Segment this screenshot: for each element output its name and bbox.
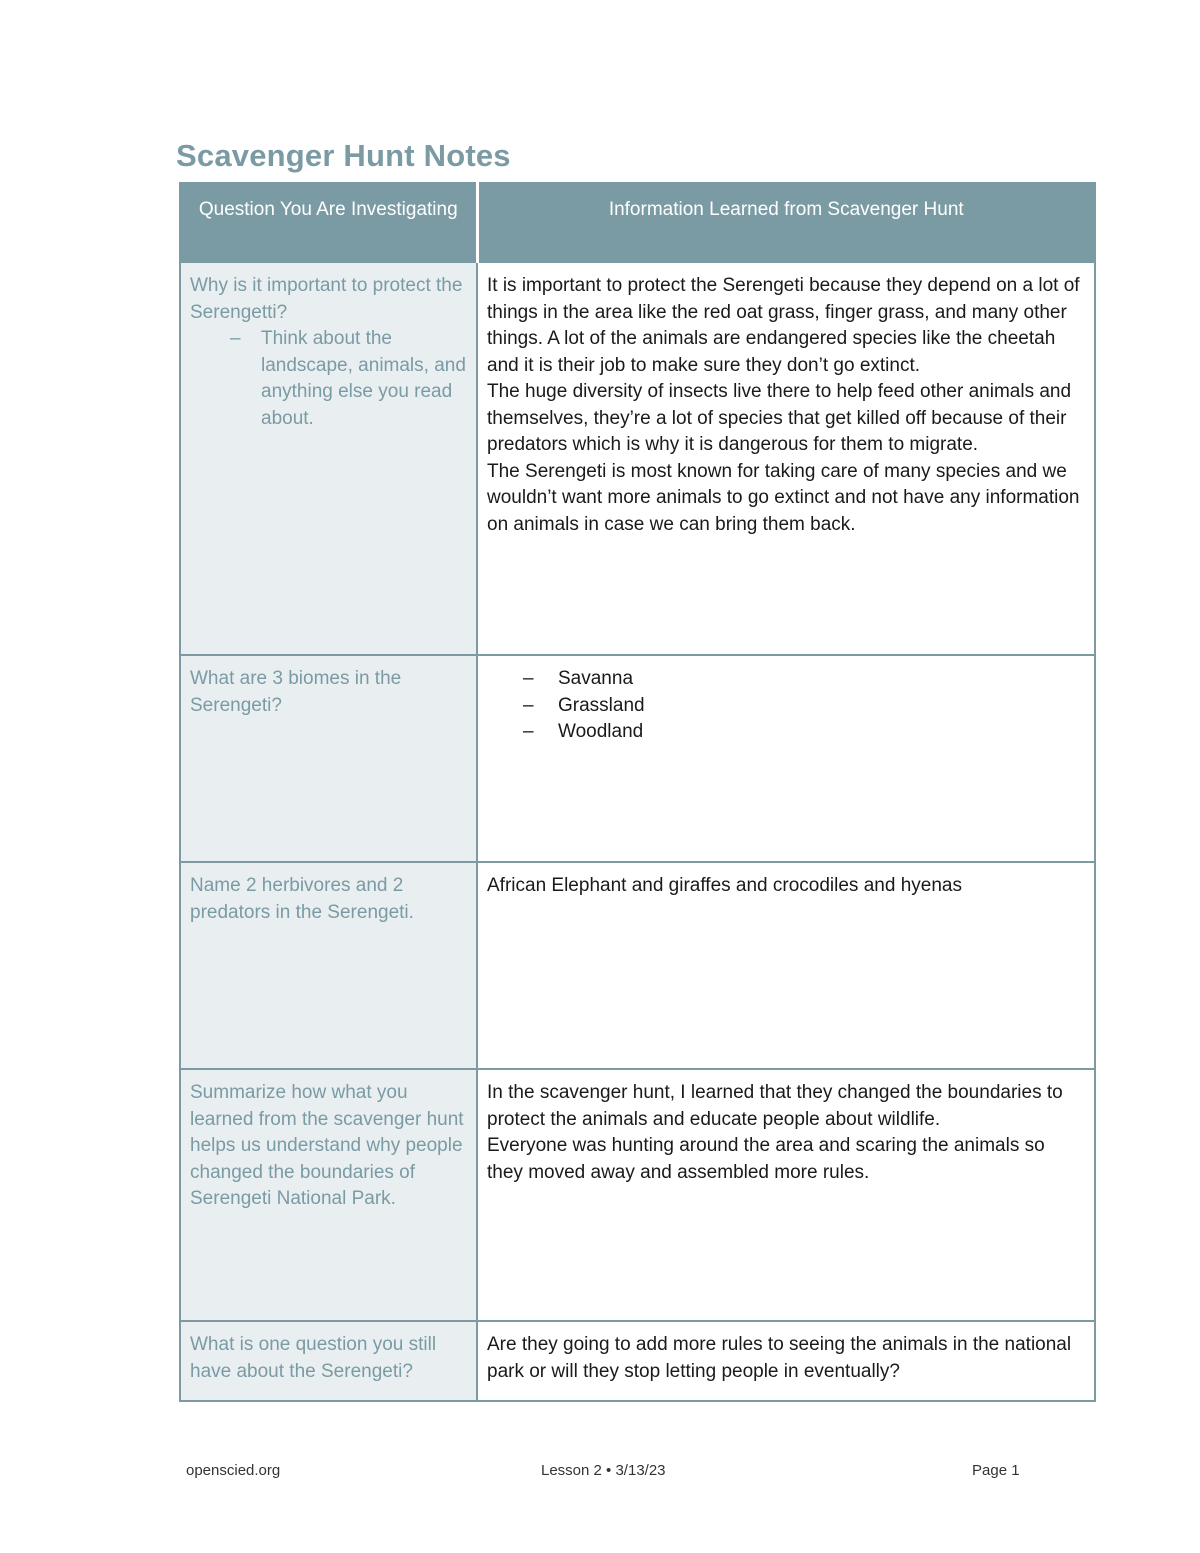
footer-lesson-date: Lesson 2 • 3/13/23: [541, 1462, 666, 1479]
question-cell: [180, 262, 477, 655]
list-item: – Woodland: [523, 719, 1085, 746]
question-hint: – Think about the landscape, animals, and anything else you read about.: [230, 326, 467, 432]
answer-cell[interactable]: [477, 655, 1095, 862]
answer-paragraph: African Elephant and giraffes and crocodiles and hyenas: [487, 875, 962, 896]
answer-paragraph: Are they going to add more rules to seeing the animals in the national park or will they stop letting people in eventually?: [487, 1334, 1072, 1382]
answer-cell[interactable]: [477, 262, 1095, 655]
table-row: [180, 862, 1095, 1069]
footer-site: openscied.org: [186, 1462, 281, 1479]
question-text: Name 2 herbivores and 2 predators in the Serengeti.: [190, 875, 414, 923]
header-information: Information Learned from Scavenger Hunt: [477, 183, 1095, 262]
list-item: – Grassland: [523, 693, 1085, 720]
question-text: What are 3 biomes in the Serengeti?: [190, 668, 402, 716]
answer-paragraph: In the scavenger hunt, I learned that they changed the boundaries to protect the animals and educate people about wildlife.: [487, 1082, 1063, 1130]
answer-cell[interactable]: [477, 1321, 1095, 1401]
biome-list: [487, 666, 1085, 746]
table-row: [180, 262, 1095, 655]
table-row: [180, 655, 1095, 862]
answer-paragraph: The Serengeti is most known for taking care of many species and we wouldn’t want more animals to go extinct and not have any information on animals in case we can bring them back.: [487, 460, 1080, 535]
question-text: Why is it important to protect the Serengetti?: [190, 275, 463, 323]
answer-paragraph: It is important to protect the Serengeti because they depend on a lot of things in the area like the red oat grass, finger grass, and many other things. A lot of the animals are endangered species like the cheetah and it is their job to make sure they don’t go extinct.: [487, 275, 1080, 376]
footer-page-number: Page 1: [972, 1462, 1020, 1479]
answer-cell[interactable]: [477, 1069, 1095, 1321]
question-cell: [180, 1069, 477, 1321]
page-title: Scavenger Hunt Notes: [176, 138, 511, 173]
question-hint-list: [190, 326, 467, 432]
scavenger-hunt-table: [179, 182, 1096, 1402]
table-header-row: [180, 183, 1095, 262]
answer-cell[interactable]: [477, 862, 1095, 1069]
header-question: Question You Are Investigating: [180, 183, 477, 262]
question-cell: [180, 655, 477, 862]
answer-paragraph: The huge diversity of insects live there to help feed other animals and themselves, they’re a lot of species that get killed off because of their predators which is why it is dangerous for them to migrate.: [487, 381, 1072, 455]
question-text: What is one question you still have about the Serengeti?: [190, 1334, 437, 1382]
question-cell: [180, 1321, 477, 1401]
table-row: [180, 1321, 1095, 1401]
answer-paragraph: Everyone was hunting around the area and scaring the animals so they moved away and assembled more rules.: [487, 1135, 1045, 1183]
question-text: Summarize how what you learned from the scavenger hunt helps us understand why people changed the boundaries of Serengeti National Park.: [190, 1082, 464, 1209]
table-row: [180, 1069, 1095, 1321]
question-cell: [180, 862, 477, 1069]
list-item: – Savanna: [523, 666, 1085, 693]
